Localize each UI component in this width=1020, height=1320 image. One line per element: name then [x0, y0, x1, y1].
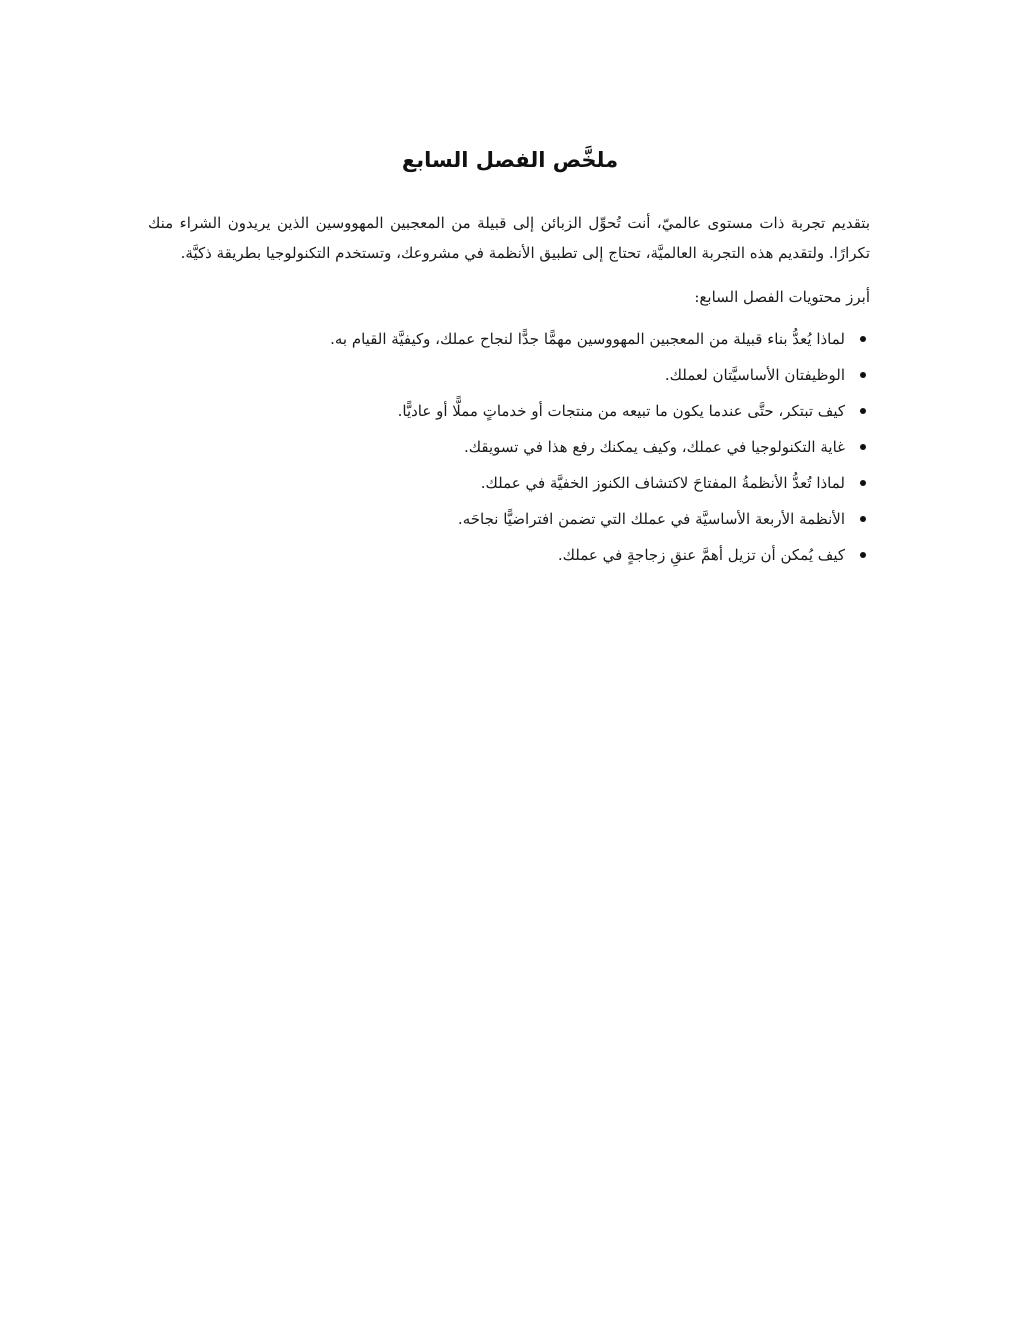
- intro-paragraph: بتقديم تجربة ذات مستوى عالميّ، أنت تُحوِّل الزبائن إلى قبيلة من المعجبين المهووسين الذين يريدون الشراء منك تكرارًا. ولتقديم هذه التجربة العالميَّة، تحتاج إلى تطبيق الأنظمة في مشروعك، وتستخدم التكنولوجيا بطريقة ذكيَّة.: [148, 214, 870, 262]
- list-item: [150, 468, 870, 504]
- list-item-text: لماذا يُعدُّ بناء قبيلة من المعجبين المهووسين مهمًّا جدًّا لنجاح عملك، وكيفيَّة القيام به.: [330, 330, 845, 348]
- bullet-dot-icon: [860, 516, 866, 522]
- bullet-dot-icon: [860, 372, 866, 378]
- bullet-dot-icon: [860, 480, 866, 486]
- bullet-dot-icon: [860, 408, 866, 414]
- list-item: [150, 540, 870, 576]
- list-item: [150, 504, 870, 540]
- list-item: [150, 324, 870, 360]
- chapter-contents-list: [150, 324, 870, 576]
- list-item-text: كيف تبتكر، حتَّى عندما يكون ما تبيعه من منتجات أو خدماتٍ مملًّا أو عاديًّا.: [397, 402, 845, 420]
- list-item-text: غاية التكنولوجيا في عملك، وكيف يمكنك رفع هذا في تسويقك.: [463, 438, 845, 456]
- bullet-dot-icon: [860, 444, 866, 450]
- list-item-text: الأنظمة الأربعة الأساسيَّة في عملك التي تضمن افتراضيًّا نجاحَه.: [457, 510, 845, 528]
- list-item-text: لماذا تُعدُّ الأنظمةُ المفتاحَ لاكتشاف الكنوز الخفيَّة في عملك.: [480, 474, 845, 492]
- contents-subheading: أبرز محتويات الفصل السابع:: [694, 288, 870, 306]
- list-item: [150, 360, 870, 396]
- list-item-text: كيف يُمكن أن تزيل أهمَّ عنقِ زجاجةٍ في عملك.: [557, 546, 845, 564]
- bullet-dot-icon: [860, 336, 866, 342]
- chapter-summary-title: ملخَّص الفصل السابع: [401, 148, 619, 172]
- bullet-dot-icon: [860, 552, 866, 558]
- list-item-text: الوظيفتان الأساسيَّتان لعملك.: [664, 366, 845, 384]
- list-item: [150, 432, 870, 468]
- list-item: [150, 396, 870, 432]
